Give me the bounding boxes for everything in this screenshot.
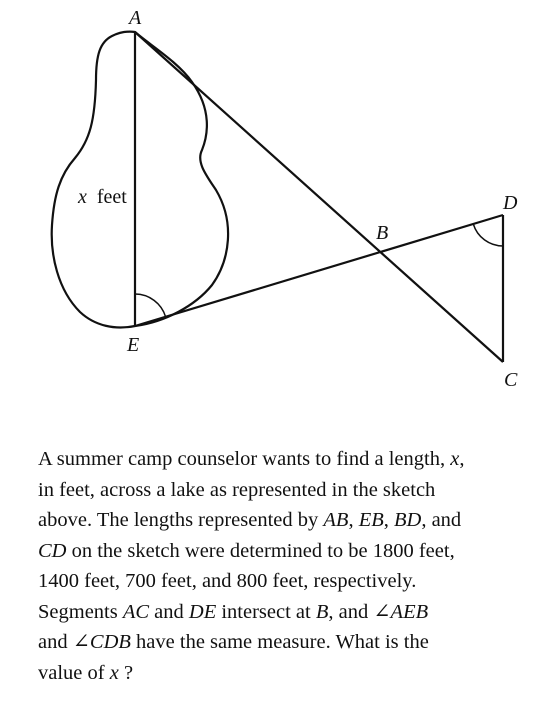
lake-outline xyxy=(52,32,228,328)
point-label-d: D xyxy=(503,192,518,214)
point-label-a: A xyxy=(129,7,142,29)
angle-symbol: ∠ xyxy=(373,600,391,623)
length-unit: feet xyxy=(96,186,127,208)
problem-line-3: above. The lengths represented by AB, EB, BD, and xyxy=(38,509,462,531)
point-label-e: E xyxy=(127,334,140,356)
angle-symbol: ∠ xyxy=(72,631,90,653)
length-label-x-feet xyxy=(77,186,127,208)
problem-line-8: value of x ? xyxy=(38,661,134,684)
problem-line-5: 1400 feet, 700 feet, and 800 feet, respectively. xyxy=(38,570,417,592)
problem-line-4: CD on the sketch were determined to be 1800 feet, xyxy=(38,539,455,562)
problem-text xyxy=(38,444,538,688)
segment-ed xyxy=(135,215,503,326)
segment-ac xyxy=(135,32,503,362)
length-variable: x xyxy=(78,186,87,208)
angle-arc-cdb xyxy=(473,224,503,246)
problem-line-2: in feet, across a lake as represented in the sketch xyxy=(38,478,436,501)
problem-line-7: and ∠CDB have the same measure. What is the xyxy=(38,631,429,653)
point-label-b: B xyxy=(376,222,389,244)
angle-arc-aeb xyxy=(135,294,166,317)
problem-line-6: Segments AC and DE intersect at B, and ∠AEB xyxy=(38,600,429,623)
point-label-c: C xyxy=(504,369,518,391)
problem-line-1: A summer camp counselor wants to find a length, x, xyxy=(38,448,465,470)
